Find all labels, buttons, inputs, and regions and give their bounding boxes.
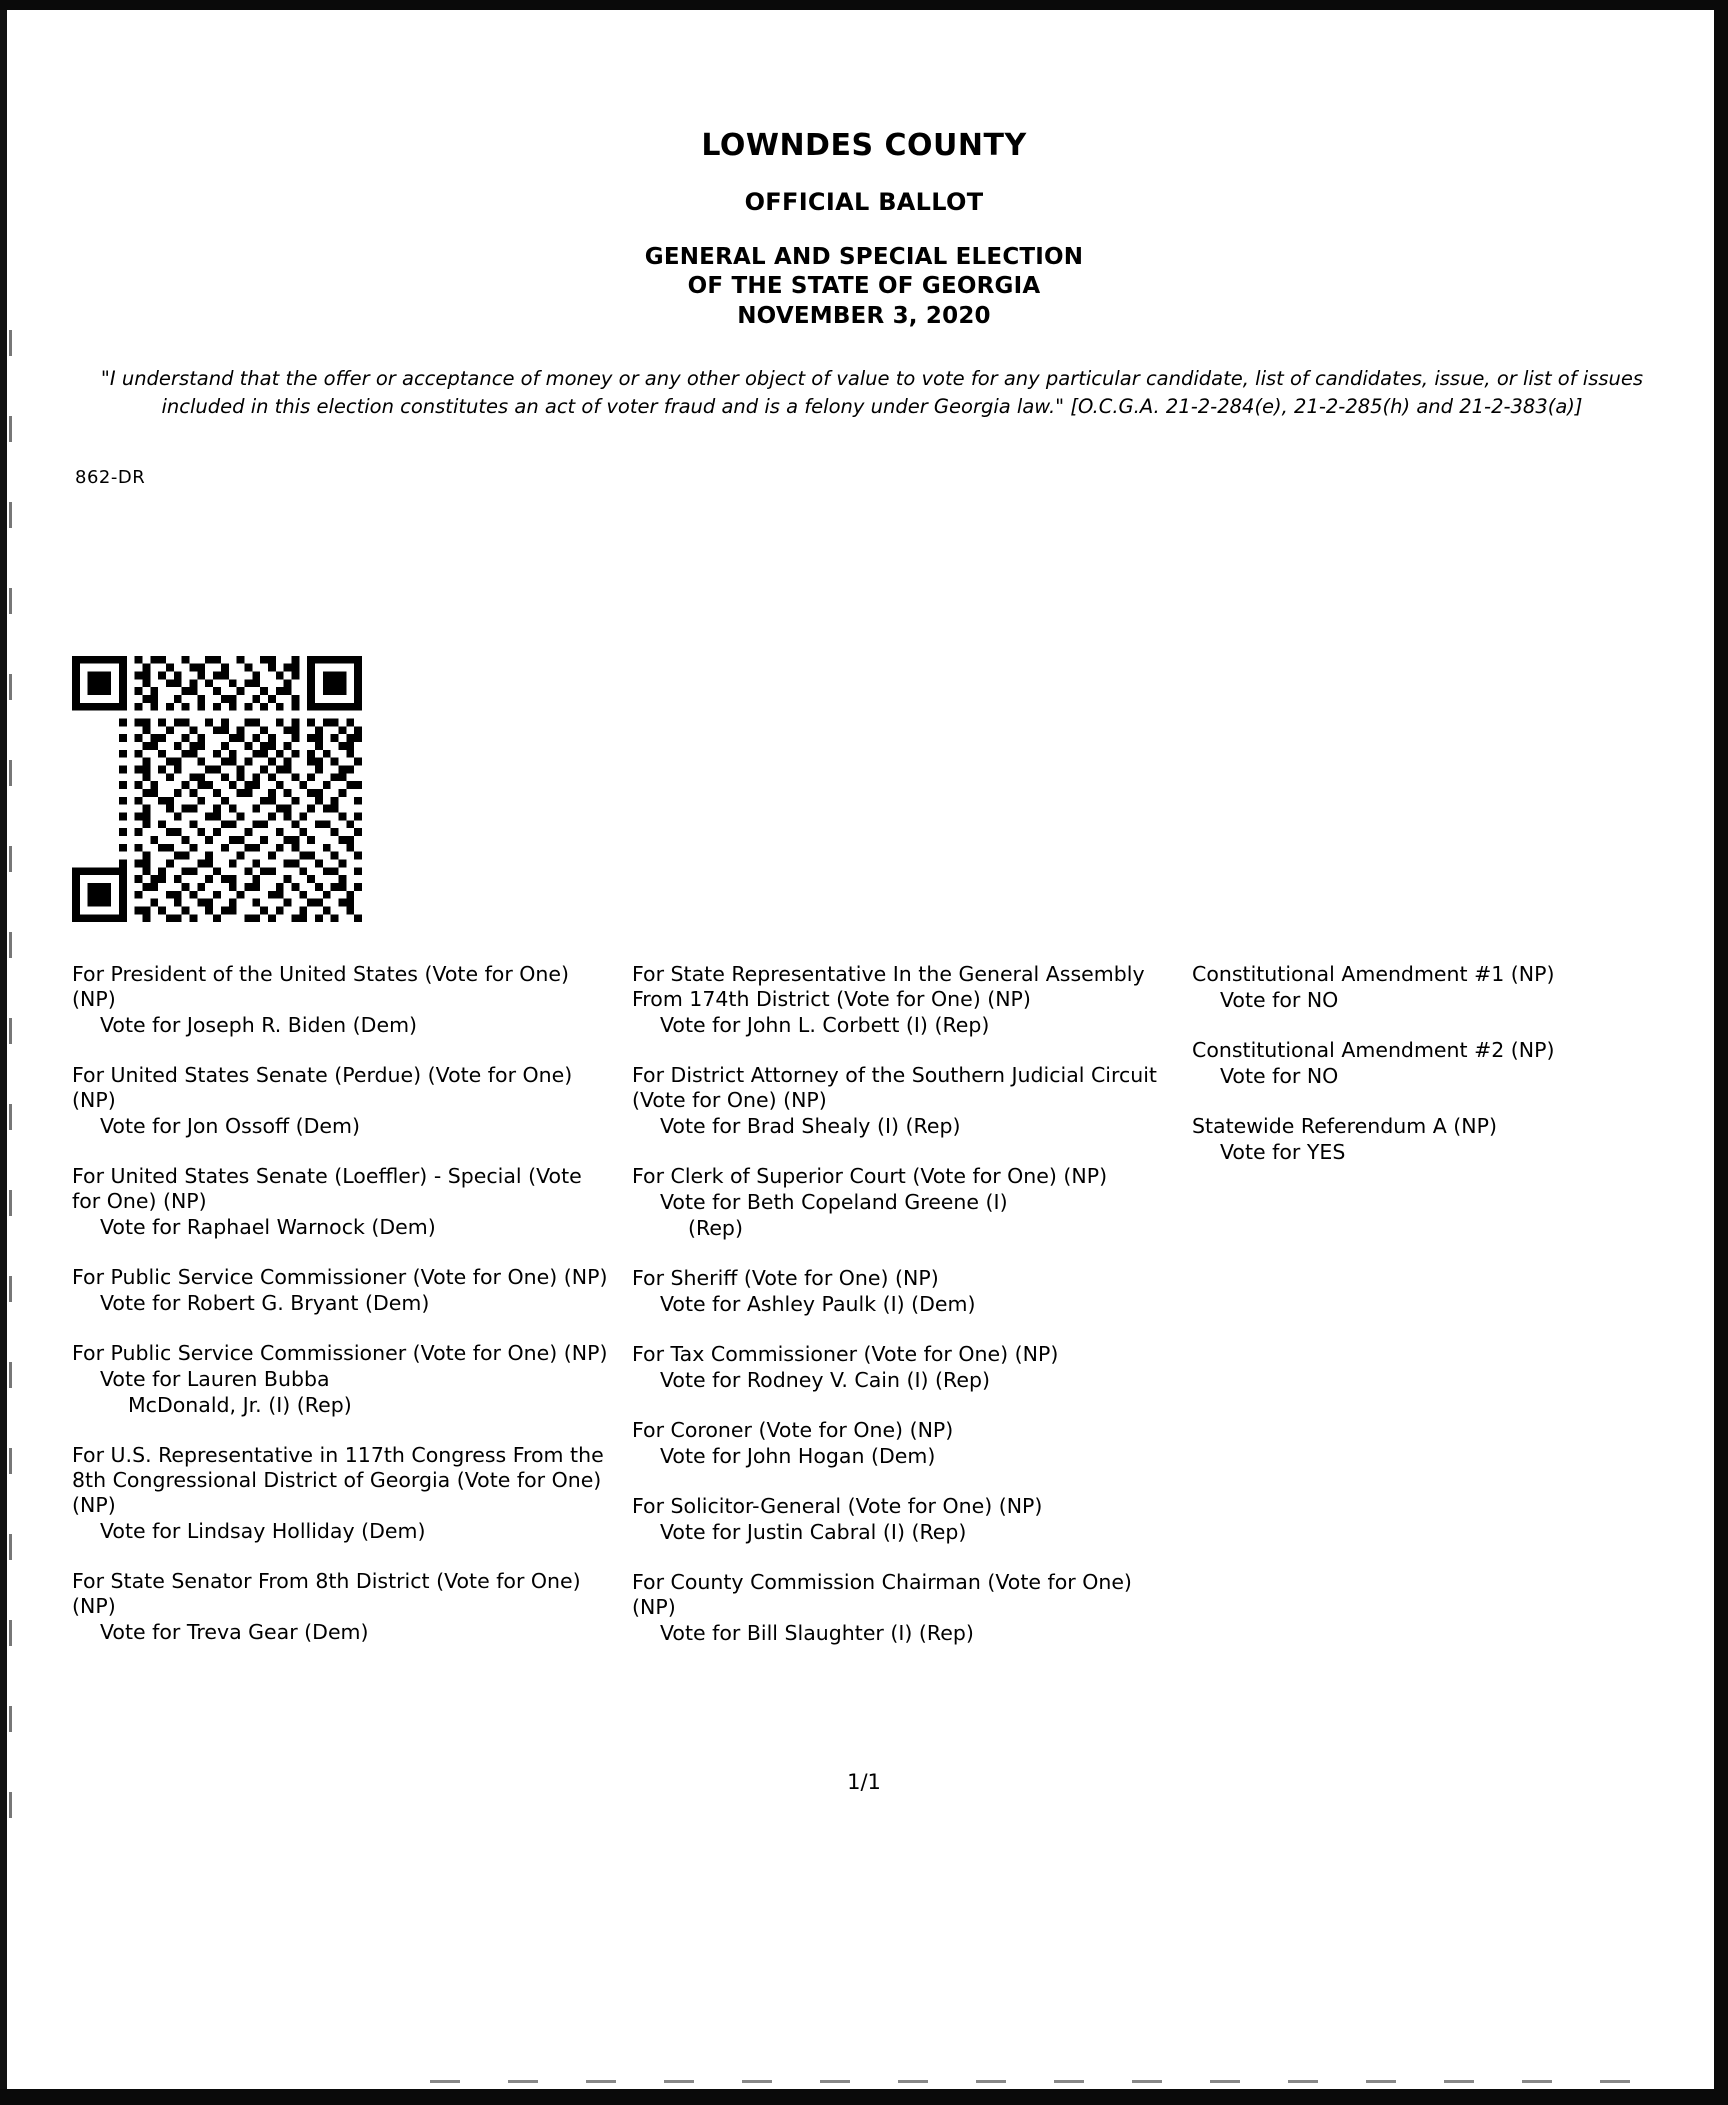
voter-oath-statement: "I understand that the offer or acceptance of money or any other object of value to vote for any particular candidate, list of candidates, issue, or list of issues included in this election constitutes an act of voter fraud and is a felony under Georgia law." [O.C.G.A. 21-2-284(e), 21-2-285(h) and 21-2-383(a)] [100, 367, 1644, 418]
contest-title: For Clerk of Superior Court (Vote for One) (NP) [632, 1164, 1108, 1188]
contest [72, 1569, 612, 1645]
contest-choice: Vote for YES [1220, 1140, 1346, 1164]
contest [72, 1164, 612, 1240]
contest [72, 1443, 612, 1544]
ballot-content [0, 0, 1728, 488]
county-title: LOWNDES COUNTY [701, 128, 1027, 163]
contest-title: For U.S. Representative in 117th Congress From the 8th Congressional District of Georgia (Vote for One) (NP) [72, 1443, 604, 1517]
contest-title: For Public Service Commissioner (Vote for One) (NP) [72, 1265, 608, 1289]
contest-choice: Vote for Raphael Warnock (Dem) [100, 1215, 436, 1239]
scan-perforation-marks-bottom [430, 2080, 1670, 2083]
contest-title: For County Commission Chairman (Vote for One) (NP) [632, 1570, 1132, 1619]
contest-title: For Tax Commissioner (Vote for One) (NP) [632, 1342, 1059, 1366]
election-title-line2: OF THE STATE OF GEORGIA [687, 273, 1041, 300]
contest-choice: Vote for NO [1220, 988, 1339, 1012]
contest-title: For Solicitor-General (Vote for One) (NP) [632, 1494, 1043, 1518]
contest-title: For State Senator From 8th District (Vote for One) (NP) [72, 1569, 581, 1618]
qr-code-icon [72, 655, 362, 923]
election-title-line1: GENERAL AND SPECIAL ELECTION [644, 244, 1084, 270]
ballot-selections [0, 962, 1728, 1671]
contest [72, 962, 612, 1038]
contest [1192, 1038, 1652, 1089]
contest-choice: Vote for Bill Slaughter (I) (Rep) [660, 1621, 974, 1645]
contest-title: For President of the United States (Vote for One) (NP) [72, 962, 570, 1011]
contest [632, 1494, 1177, 1545]
contest [1192, 962, 1652, 1013]
contest-choice: Vote for Joseph R. Biden (Dem) [100, 1013, 418, 1037]
contest [1192, 1114, 1652, 1165]
contest-choice-continued: McDonald, Jr. (I) (Rep) [128, 1393, 352, 1417]
contest-choice: Vote for NO [1220, 1064, 1339, 1088]
contest-choice: Vote for John L. Corbett (I) (Rep) [660, 1013, 990, 1037]
contest-choice: Vote for Lindsay Holliday (Dem) [100, 1519, 426, 1543]
contest [632, 1266, 1177, 1317]
contest-choice: Vote for Ashley Paulk (I) (Dem) [660, 1292, 976, 1316]
contest-title: For Sheriff (Vote for One) (NP) [632, 1266, 939, 1290]
contest-choice: Vote for Lauren Bubba [100, 1367, 330, 1391]
contest-choice: Vote for Rodney V. Cain (I) (Rep) [660, 1368, 990, 1392]
contest-title: For Coroner (Vote for One) (NP) [632, 1418, 954, 1442]
contest [72, 1265, 612, 1316]
ballot-column-2 [632, 962, 1177, 1671]
contest-choice: Vote for Justin Cabral (I) (Rep) [660, 1520, 967, 1544]
contest-choice: Vote for Treva Gear (Dem) [100, 1620, 369, 1644]
official-ballot-title: OFFICIAL BALLOT [744, 188, 984, 216]
contest-choice: Vote for Robert G. Bryant (Dem) [100, 1291, 430, 1315]
contest [632, 1063, 1177, 1139]
election-title [0, 243, 1728, 331]
ballot-style-id: 862-DR [75, 466, 146, 488]
contest-choice: Vote for John Hogan (Dem) [660, 1444, 936, 1468]
contest-title: Constitutional Amendment #2 (NP) [1192, 1038, 1555, 1062]
contest-title: For State Representative In the General Assembly From 174th District (Vote for One) (NP) [632, 962, 1145, 1011]
contest-title: For Public Service Commissioner (Vote for One) (NP) [72, 1341, 608, 1365]
contest-title: Statewide Referendum A (NP) [1192, 1114, 1497, 1138]
contest-title: For District Attorney of the Southern Judicial Circuit (Vote for One) (NP) [632, 1063, 1157, 1112]
contest [632, 962, 1177, 1038]
page-number: 1/1 [847, 1770, 881, 1794]
ballot-column-3 [1192, 962, 1652, 1190]
contest-choice-continued: (Rep) [688, 1216, 743, 1240]
contest-title: Constitutional Amendment #1 (NP) [1192, 962, 1555, 986]
contest [72, 1063, 612, 1139]
contest-title: For United States Senate (Loeffler) - Special (Vote for One) (NP) [72, 1164, 582, 1213]
contest [632, 1418, 1177, 1469]
scan-edge-bottom [0, 2089, 1728, 2105]
election-date: NOVEMBER 3, 2020 [737, 302, 991, 329]
contest [72, 1341, 612, 1418]
contest-choice: Vote for Beth Copeland Greene (I) [660, 1190, 1008, 1214]
contest-choice: Vote for Jon Ossoff (Dem) [100, 1114, 360, 1138]
contest-choice: Vote for Brad Shealy (I) (Rep) [660, 1114, 961, 1138]
contest-title: For United States Senate (Perdue) (Vote for One) (NP) [72, 1063, 573, 1112]
ballot-column-1 [72, 962, 612, 1670]
contest [632, 1570, 1177, 1646]
contest [632, 1342, 1177, 1393]
contest [632, 1164, 1177, 1241]
